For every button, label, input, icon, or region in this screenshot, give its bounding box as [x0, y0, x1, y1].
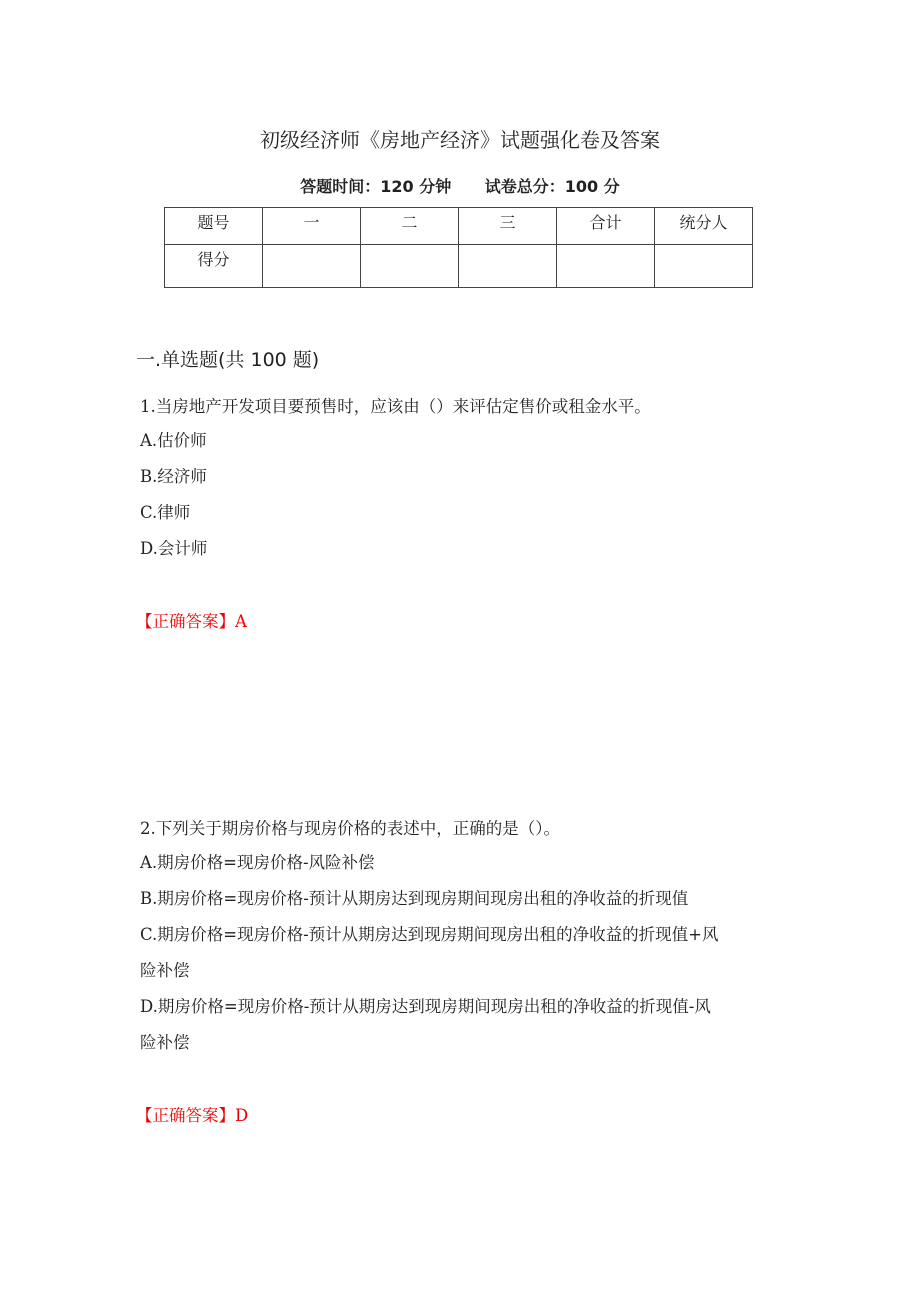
question-1-stem: 1.当房地产开发项目要预售时，应该由（）来评估定售价或租金水平。: [140, 397, 651, 416]
score-cell: [557, 245, 655, 288]
question-2-option-c-continued: 险补偿: [140, 961, 190, 980]
exam-total-score: 试卷总分：100 分: [484, 177, 620, 196]
question-1-option-d: D.会计师: [140, 539, 208, 558]
question-2-answer: 【正确答案】D: [136, 1106, 249, 1125]
exam-info: [0, 174, 920, 197]
question-1-answer: 【正确答案】A: [136, 612, 247, 631]
document-title: 初级经济师《房地产经济》试题强化卷及答案: [260, 128, 660, 152]
question-2-option-b: B.期房价格=现房价格-预计从期房达到现房期间现房出租的净收益的折现值: [140, 889, 689, 908]
score-label-cell: 得分: [165, 245, 263, 288]
header-cell: 三: [459, 208, 557, 245]
question-2-option-a: A.期房价格=现房价格-风险补偿: [140, 853, 375, 872]
score-table-header-row: [165, 208, 753, 245]
score-cell: [361, 245, 459, 288]
question-2-option-d: D.期房价格=现房价格-预计从期房达到现房期间现房出租的净收益的折现值-风: [140, 997, 711, 1016]
question-1-option-a: A.估价师: [140, 431, 207, 450]
header-cell: 二: [361, 208, 459, 245]
score-table: [164, 207, 753, 288]
header-cell: 合计: [557, 208, 655, 245]
score-cell: [459, 245, 557, 288]
exam-time: 答题时间：120 分钟: [300, 177, 452, 196]
score-table-score-row: [165, 245, 753, 288]
score-cell: [263, 245, 361, 288]
question-2-option-d-continued: 险补偿: [140, 1033, 190, 1052]
question-2-option-c: C.期房价格=现房价格-预计从期房达到现房期间现房出租的净收益的折现值+风: [140, 925, 719, 944]
question-1-option-b: B.经济师: [140, 467, 207, 486]
header-cell: 题号: [165, 208, 263, 245]
section-heading: 一.单选题(共 100 题): [136, 349, 320, 371]
question-2-stem: 2.下列关于期房价格与现房价格的表述中，正确的是（）。: [140, 819, 560, 838]
question-1-option-c: C.律师: [140, 503, 191, 522]
header-cell: 统分人: [655, 208, 753, 245]
score-cell: [655, 245, 753, 288]
header-cell: 一: [263, 208, 361, 245]
